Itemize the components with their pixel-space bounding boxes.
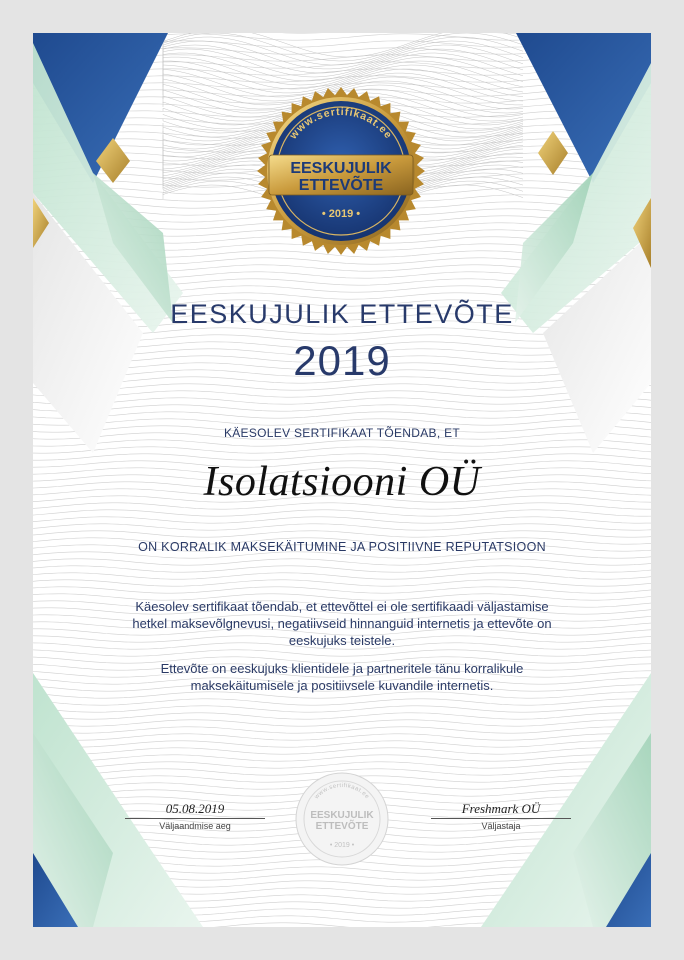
bottom-left-ornament [33,673,203,927]
company-name: Isolatsiooni OÜ [203,459,481,505]
issue-date-label: Väljaandmise aeg [159,821,231,831]
certificate-paragraph-2: Ettevõte on eeskujuks klientidele ja partneritele tänu korralikule maksekäitumisele ja positiivsele kuvandile internetis. [160,661,524,693]
issue-date-line [125,818,265,819]
issue-date-block [125,801,265,831]
issuer-label: Väljastaja [481,821,521,831]
seal-line2: ETTEVÕTE [298,177,384,194]
award-seal [255,85,427,257]
issuer-line [431,818,571,819]
seal-line1: EESKUJULIK [290,160,392,177]
top-left-ornament [33,33,183,453]
seal-url: www.sertifikaat.ee [287,105,395,142]
watermark-seal [294,771,390,867]
top-right-ornament [501,33,651,453]
bottom-right-ornament [481,673,651,927]
issuer-block [431,801,571,831]
watermark-url: www.sertifikaat.ee [313,782,371,801]
issue-date-value: 05.08.2019 [165,801,225,816]
certificate-year: 2019 [293,337,391,384]
watermark-line2: ETTEVÕTE [315,821,369,832]
certificate-paper [33,33,651,927]
certificate-intro: KÄESOLEV SERTIFIKAAT TÕENDAB, ET [223,426,461,440]
issuer-signature: Freshmark OÜ [461,801,541,816]
watermark-line1: EESKUJULIK [310,810,374,821]
watermark-year: • 2019 • [329,842,355,849]
certificate-title: EESKUJULIK ETTEVÕTE [170,299,514,329]
certificate-paragraph-1: Käesolev sertifikaat tõendab, et ettevõttel ei ole sertifikaadi väljastamise hetkel maksevõlgnevusi, negatiivseid hinnanguid internetis ja ettevõte on eeskujuks teistele. [132,599,552,648]
certificate-tagline: ON KORRALIK MAKSEKÄITUMINE JA POSITIIVNE REPUTATSIOON [138,540,546,554]
seal-year: • 2019 • [321,208,361,220]
